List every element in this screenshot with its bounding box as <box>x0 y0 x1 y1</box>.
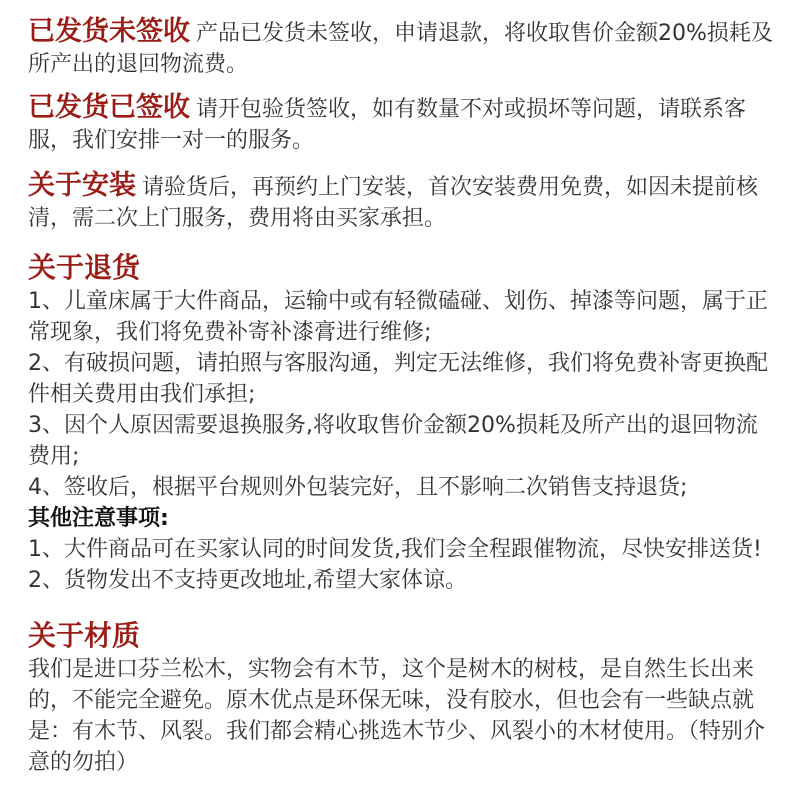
returns-item-2: 2、有破损问题，请拍照与客服沟通，判定无法维修，我们将免费补寄更换配件相关费用由我们承担; <box>28 351 768 407</box>
shipped-signed-paragraph <box>28 92 776 156</box>
returns-item-3: 3、因个人原因需要退换服务,将收取售价金额20%损耗及所产出的退回物流费用; <box>28 413 758 469</box>
returns-item-1: 1、儿童床属于大件商品，运输中或有轻微磕碰、划伤、掉漆等问题，属于正常现象，我们将免费补寄补漆膏进行维修; <box>28 289 768 345</box>
returns-item-4: 4、签收后，根据平台规则外包装完好，且不影响二次销售支持退货; <box>28 475 688 500</box>
material-text: 我们是进口芬兰松木，实物会有木节，这个是树木的树枝，是自然生长出来的，不能完全避免。原木优点是环保无味，没有胶水，但也会有一些缺点就是：有木节、风裂。我们都会精心挑选木节少、风裂小的木材使用。（特别介意的勿拍） <box>28 657 766 775</box>
shipped-unsigned-text: 产品已发货未签收，申请退款，将收取售价金额20%损耗及所产出的退回物流费。 <box>28 21 773 77</box>
material-title: 关于材质 <box>28 619 141 652</box>
installation-paragraph <box>28 170 776 234</box>
shipped-signed-title: 已发货已签收 <box>28 92 190 123</box>
shipped-unsigned-paragraph <box>28 16 776 80</box>
notes-item-2: 2、货物发出不支持更改地址,希望大家体谅。 <box>28 568 467 593</box>
installation-text: 请验货后，再预约上门安装，首次安装费用免费，如因未提前核清，需二次上门服务，费用将由买家承担。 <box>28 175 759 231</box>
returns-title: 关于退货 <box>28 251 141 284</box>
section-installation <box>28 170 776 234</box>
section-material <box>28 618 776 778</box>
section-shipped-signed <box>28 92 776 156</box>
installation-title: 关于安装 <box>28 170 136 201</box>
notes-item-1: 1、大件商品可在买家认同的时间发货,我们会全程跟催物流，尽快安排送货! <box>28 537 762 562</box>
section-shipped-unsigned <box>28 16 776 80</box>
shipped-unsigned-title: 已发货未签收 <box>28 16 190 47</box>
shipped-signed-text: 请开包验货签收，如有数量不对或损坏等问题，请联系客服，我们安排一对一的服务。 <box>28 97 747 153</box>
notes-title: 其他注意事项: <box>28 506 169 531</box>
section-returns <box>28 250 776 596</box>
